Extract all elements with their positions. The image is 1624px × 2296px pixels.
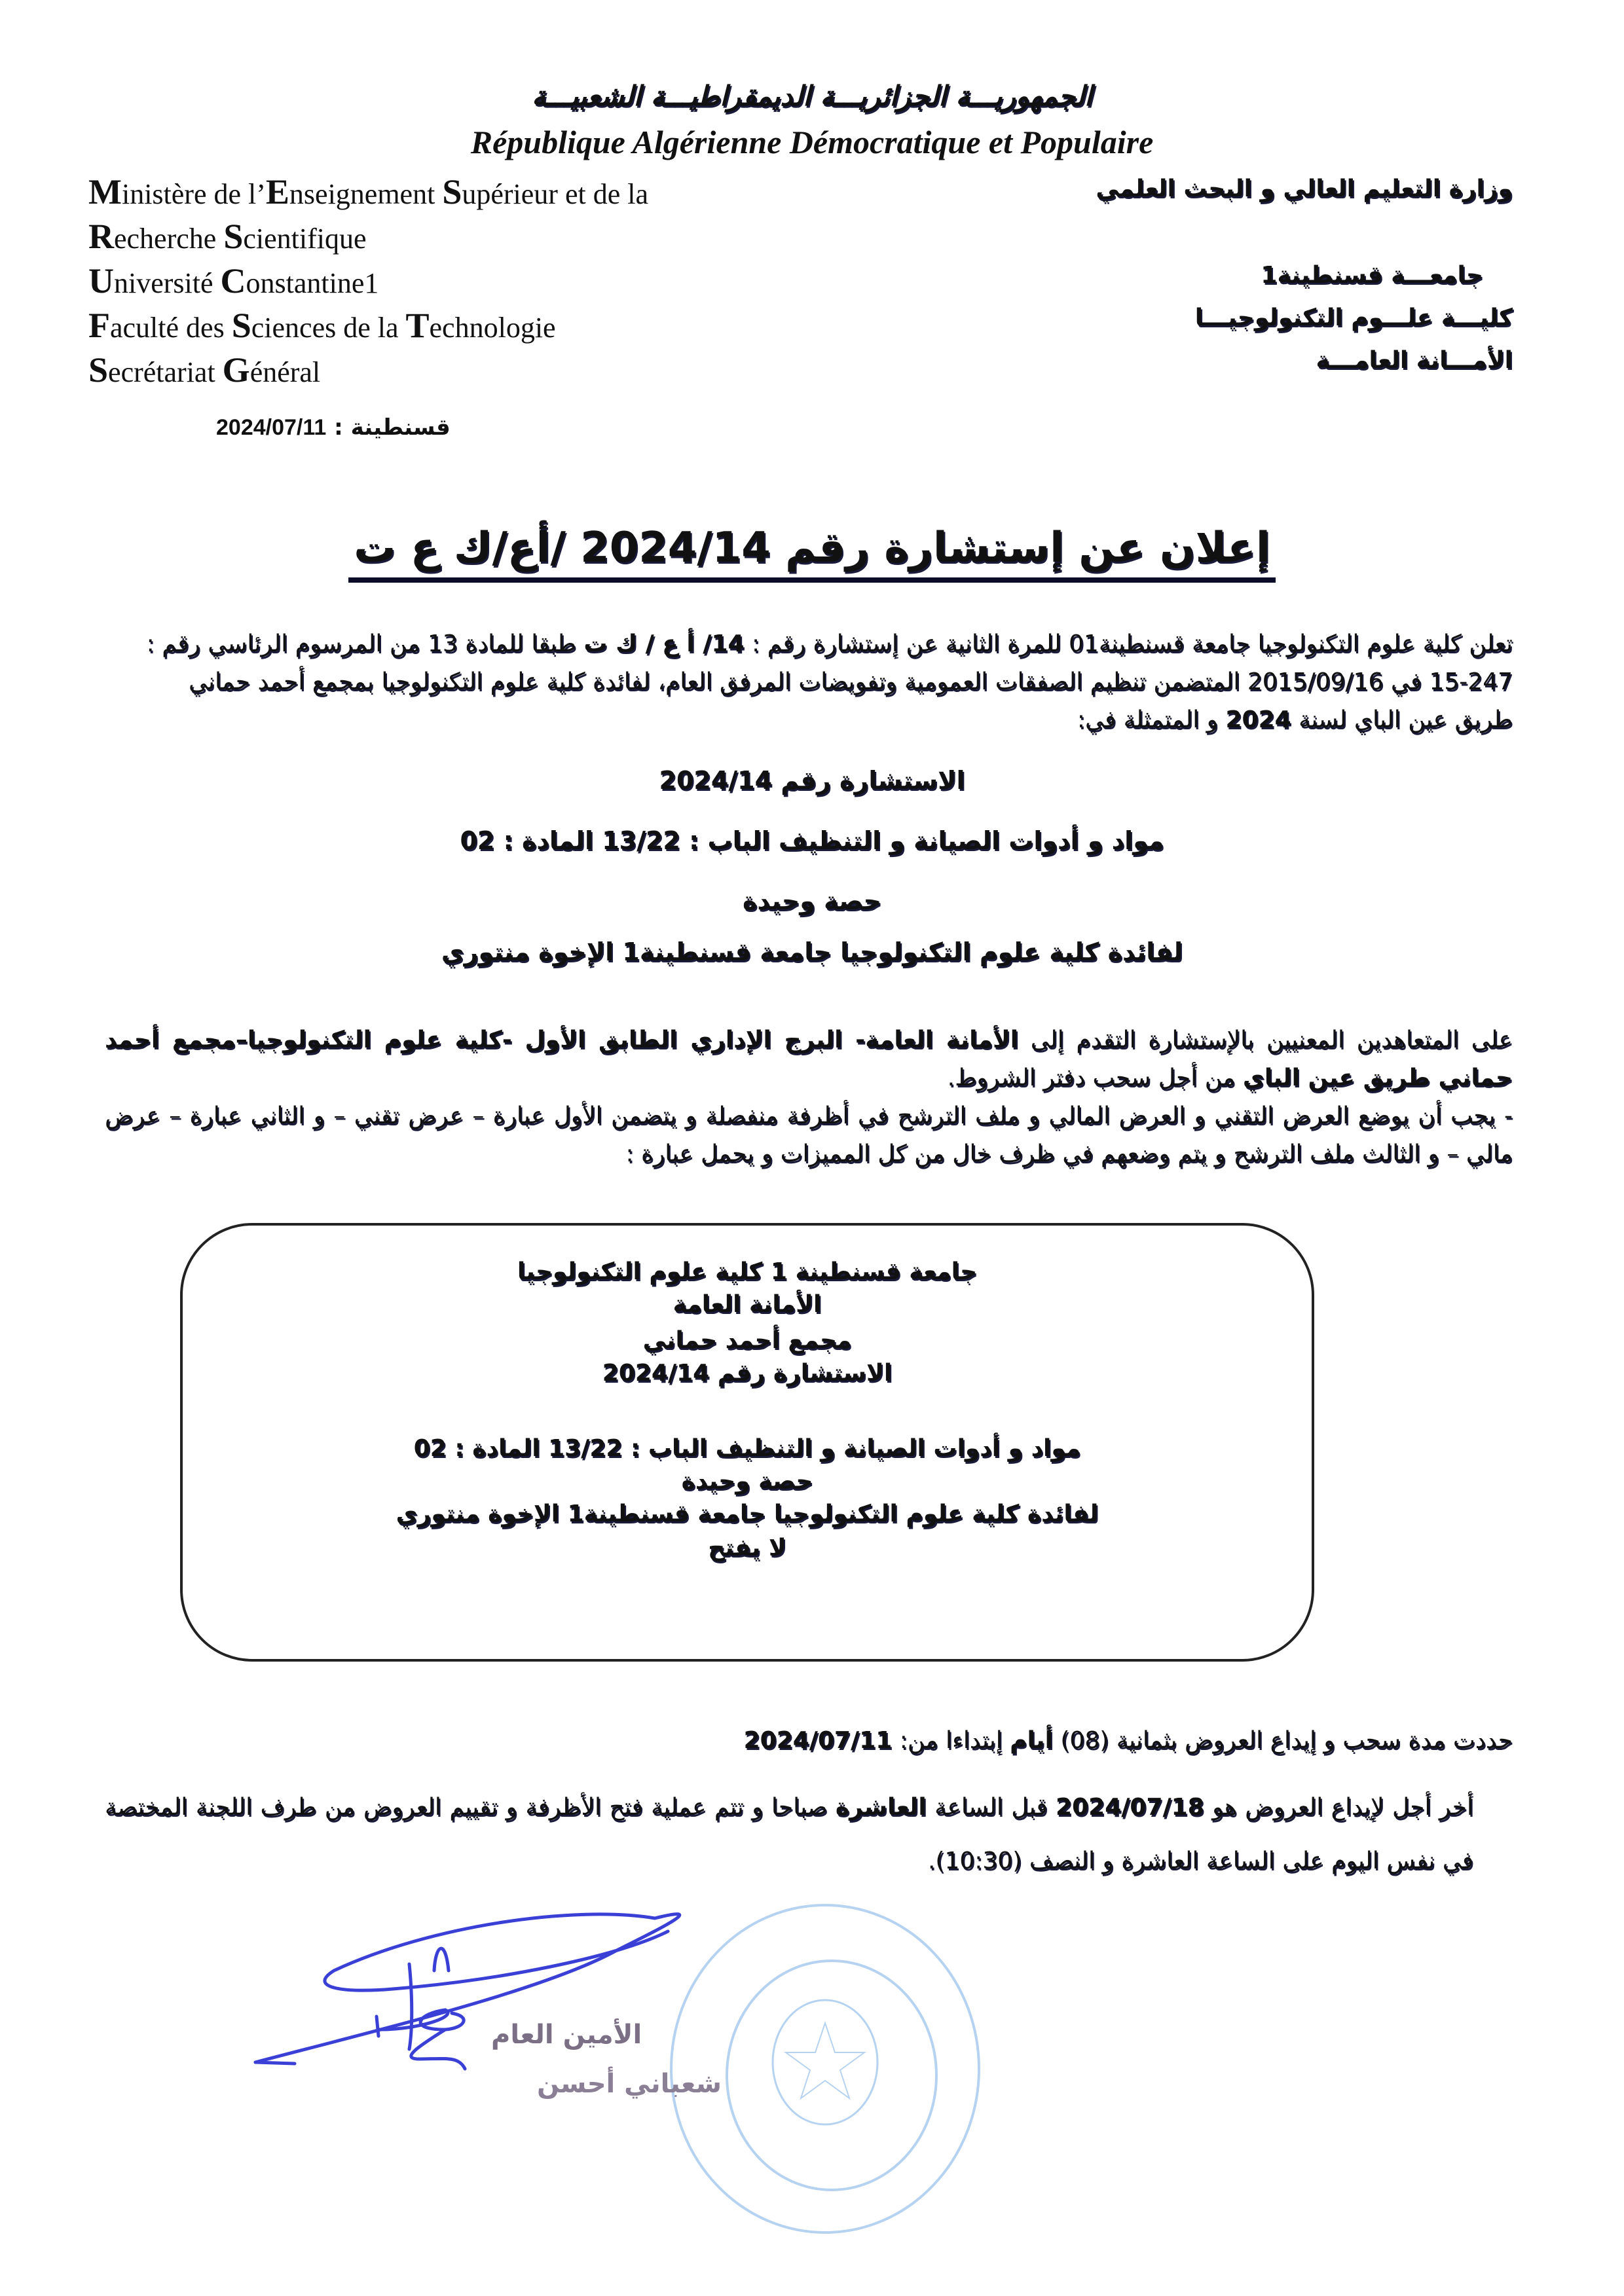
initial-capital: R xyxy=(88,217,114,256)
intro-paragraph xyxy=(105,625,1513,739)
deadline-text: قبل الساعة xyxy=(926,1794,1056,1821)
initial-capital: F xyxy=(88,306,110,345)
intro-line-2: 15-247 في 2015/09/16 المتضمن تنظيم الصفقات العمومية وتفويضات المرفق العام، لفائدة كلية علوم التكنولوجيا بمجمع أحمد حماني xyxy=(188,668,1513,695)
ministry-french-continued xyxy=(88,216,367,257)
consultation-lot: حصة وحيدة xyxy=(742,886,881,915)
header-text: onstantine1 xyxy=(246,267,379,299)
deadline-text: أخر أجل لإيداع العروض هو xyxy=(1204,1794,1473,1821)
announcement-title-text: إعلان عن إستشارة رقم 2024/14 /أع/ك ع ت xyxy=(348,524,1276,583)
ministry-arabic: وزارة التعليم العالي و البحث العلمي xyxy=(1096,175,1513,202)
box-line: حصة وحيدة xyxy=(681,1468,813,1495)
intro-line-3 xyxy=(105,701,1513,739)
intro-text: و المتمثلة في: xyxy=(1077,706,1226,733)
instructions-line-2: - يجب أن يوضع العرض التقني و العرض المالي و ملف الترشح في أظرفة منفصلة و يتضمن الأول عبارة – عرض تقني – و الثاني عبارة – عرض مالي – و الثالث ملف الترشح و يتم وضعهم في ظرف خال من كل المميزات و يحمل عبارة : xyxy=(105,1102,1513,1167)
instructions-text: من أجل سحب دفتر الشروط. xyxy=(947,1065,1243,1091)
faculty-arabic: كليـــة علـــوم التكنولوجيـــا xyxy=(1194,304,1513,331)
initial-capital: T xyxy=(405,306,430,345)
initial-capital: U xyxy=(88,261,114,301)
initial-capital: S xyxy=(88,350,109,390)
republic-name-french: République Algérienne Démocratique et Populaire xyxy=(470,124,1154,160)
announcement-title xyxy=(0,524,1624,583)
deadline-hour: العاشرة xyxy=(835,1794,927,1821)
box-line: لفائدة كلية علوم التكنولوجيا جامعة قسنطينة1 الإخوة منتوري xyxy=(396,1501,1099,1527)
instructions-line-1 xyxy=(105,1021,1513,1097)
box-line: جامعة قسنطينة 1 كلية علوم التكنولوجيا xyxy=(517,1258,978,1285)
envelope-label-box xyxy=(180,1223,1314,1662)
header-text: cientifique xyxy=(243,223,367,255)
box-line: مجمع أحمد حماني xyxy=(642,1327,852,1354)
signature-tail xyxy=(255,2062,295,2064)
instructions-paragraph xyxy=(105,1021,1513,1173)
consultation-reference: 14/ أ ع / ك ت xyxy=(583,630,745,657)
signature-stroke xyxy=(409,1964,412,2049)
header-text: inistère de l’ xyxy=(121,178,266,210)
header-text: niversité xyxy=(114,267,221,299)
intro-text: طريق عين الباي لسنة xyxy=(1291,706,1513,733)
consultation-number: الاستشارة رقم 2024/14 xyxy=(659,766,965,795)
initial-capital: S xyxy=(231,306,251,345)
header-text: aculté des xyxy=(110,312,232,344)
deadline-text: حددت مدة سحب و إيداع العروض بثمانية (08) xyxy=(1052,1727,1513,1754)
document-date xyxy=(216,414,451,441)
deadline-period xyxy=(105,1722,1513,1760)
header-text: énéral xyxy=(249,356,321,388)
initial-capital: C xyxy=(220,261,246,301)
intro-text: تعلن كلية علوم التكنولوجيا جامعة قسنطينة01 للمرة الثانية عن إستشارة رقم : xyxy=(744,630,1513,657)
box-line: لا يفتح xyxy=(708,1535,786,1561)
initial-capital: S xyxy=(223,217,244,256)
deadline-text-bold: أيام xyxy=(1010,1727,1053,1754)
republic-name-arabic: الجمهوريـــة الجزائريـــة الديمقراطيـــة الشعبيـــة xyxy=(532,80,1092,112)
date-label: قسنطينة : xyxy=(334,414,451,441)
deadline-submission xyxy=(105,1781,1473,1888)
year: 2024 xyxy=(1225,706,1291,733)
box-line: مواد و أدوات الصيانة و التنظيف الباب : 13/22 المادة : 02 xyxy=(413,1435,1081,1462)
signature-stroke xyxy=(377,2016,378,2036)
header-text: echnologie xyxy=(429,312,556,344)
header-text: ecrétariat xyxy=(108,356,223,388)
start-date: 2024/07/11 xyxy=(743,1727,893,1754)
date-value: 2024/07/11 xyxy=(216,415,327,440)
header-text: upérieur et de la xyxy=(462,178,648,210)
intro-text: طبقا للمادة 13 من المرسوم الرئاسي رقم : xyxy=(146,630,584,657)
header-text: echerche xyxy=(114,223,224,255)
faculty-french xyxy=(88,305,556,346)
signatory-title: الأمين العام xyxy=(491,2020,642,2050)
deadline-text: صباحا و تتم عملية فتح الأظرفة و تقييم العروض من طرف اللجنة المختصة في نفس اليوم على الساعة العاشرة و النصف (10:30). xyxy=(105,1794,1473,1874)
header-text: ciences de la xyxy=(251,312,406,344)
box-line: الأمانة العامة xyxy=(673,1291,822,1318)
initial-capital: M xyxy=(88,172,122,211)
signature-flourish xyxy=(411,2030,465,2069)
signatory-name: شعباني أحسن xyxy=(537,2069,722,2099)
instructions-text: على المتعاهدين المعنيين بالإستشارة التقدم إلى xyxy=(1018,1027,1513,1053)
secretariat-french xyxy=(88,350,320,390)
initial-capital: E xyxy=(265,172,289,211)
consultation-beneficiary: لفائدة كلية علوم التكنولوجيا جامعة قسنطينة1 الإخوة منتوري xyxy=(441,938,1183,966)
deadline-date: 2024/07/18 xyxy=(1056,1794,1204,1821)
deadline-text: إبتداءا من: xyxy=(892,1727,1010,1754)
box-line: الاستشارة رقم 2024/14 xyxy=(602,1360,893,1387)
consultation-subject: مواد و أدوات الصيانة و التنظيف الباب : 13/22 المادة : 02 xyxy=(460,826,1164,855)
university-french xyxy=(88,261,378,301)
intro-line-1 xyxy=(105,625,1513,663)
initial-capital: S xyxy=(442,172,462,211)
secretariat-arabic: الأمـــانة العامـــة xyxy=(1316,347,1513,374)
signature-stroke xyxy=(434,1948,449,1971)
initial-capital: G xyxy=(222,350,250,390)
university-arabic: جامعـــة قسنطينة1 xyxy=(1261,262,1483,289)
ministry-french xyxy=(88,172,648,212)
submission-location: الأمانة العامة- البرج الإداري الطابق الأول -كلية علوم التكنولوجيا–مجمع أحمد حماني طريق عين الباي xyxy=(105,1027,1513,1091)
header-text: nseignement xyxy=(289,178,443,210)
